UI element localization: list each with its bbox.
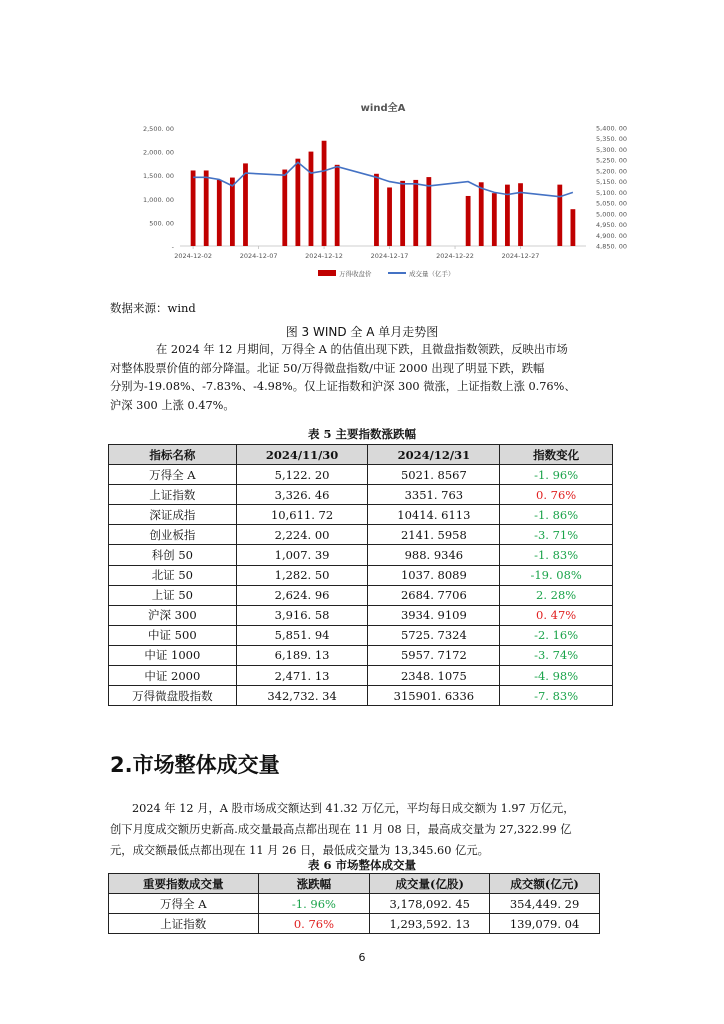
y-right-tick-label: 5,150. 00: [596, 178, 628, 187]
change-cell: -1. 96%: [500, 465, 613, 485]
change-cell: -3. 71%: [500, 525, 613, 545]
value-end-cell: 988. 9346: [368, 545, 500, 565]
value-end-cell: 3351. 763: [368, 485, 500, 505]
y-left-tick-label: 2,000. 00: [142, 148, 174, 157]
volume-cell: 1,293,592. 13: [370, 914, 490, 934]
volume-cell: 3,178,092. 45: [370, 894, 490, 914]
chart-svg: [140, 94, 640, 294]
table-row: [109, 686, 613, 706]
index-name-cell: 沪深 300: [109, 605, 237, 625]
table-row: [109, 914, 600, 934]
y-right-tick-label: 4,900. 00: [596, 231, 628, 240]
value-end-cell: 3934. 9109: [368, 605, 500, 625]
table-row: [109, 485, 613, 505]
legend-label-bar: 万得收盘价: [339, 270, 372, 278]
change-cell: -1. 96%: [258, 894, 370, 914]
y-right-tick-label: 5,400. 00: [596, 124, 628, 133]
table-row: [109, 525, 613, 545]
legend-label-line: 成交量（亿手）: [409, 270, 455, 278]
value-end-cell: 2684. 7706: [368, 585, 500, 605]
paragraph-2-line: 元，成交额最低点都出现在 11 月 26 日，最低成交量为 13,345.60 亿元。: [110, 844, 489, 857]
index-name-cell: 万得全 A: [109, 894, 259, 914]
value-end-cell: 2348. 1075: [368, 666, 500, 686]
bar: [387, 187, 392, 246]
table-row: [109, 625, 613, 645]
bar: [204, 170, 209, 246]
paragraph-1: [110, 341, 615, 415]
bar: [413, 180, 418, 246]
amount-cell: 354,449. 29: [490, 894, 600, 914]
table-row: [109, 465, 613, 485]
index-name-cell: 上证 50: [109, 585, 237, 605]
y-right-tick-label: 5,350. 00: [596, 135, 628, 144]
x-tick-label: 2024-12-02: [174, 252, 212, 260]
table-row: [109, 894, 600, 914]
index-name-cell: 万得微盘股指数: [109, 686, 237, 706]
bar: [295, 159, 300, 246]
value-start-cell: 1,007. 39: [236, 545, 368, 565]
index-name-cell: 创业板指: [109, 525, 237, 545]
index-name-cell: 中证 1000: [109, 645, 237, 665]
value-end-cell: 5725. 7324: [368, 625, 500, 645]
table-row: [109, 666, 613, 686]
market-volume-table: [108, 873, 600, 934]
amount-cell: 139,079. 04: [490, 914, 600, 934]
bar: [492, 193, 497, 246]
y-right-tick-label: 5,100. 00: [596, 188, 628, 197]
change-cell: -3. 74%: [500, 645, 613, 665]
paragraph-2: [110, 798, 615, 861]
value-start-cell: 1,282. 50: [236, 565, 368, 585]
y-right-tick-label: 4,950. 00: [596, 221, 628, 230]
index-name-cell: 北证 50: [109, 565, 237, 585]
value-start-cell: 2,471. 13: [236, 666, 368, 686]
change-cell: 2. 28%: [500, 585, 613, 605]
value-start-cell: 3,916. 58: [236, 605, 368, 625]
paragraph-2-line: 2024 年 12 月，A 股市场成交额达到 41.32 万亿元，平均每日成交额为 1.97 万亿元，: [132, 802, 575, 815]
paragraph-1-line: 沪深 300 上涨 0.47%。: [110, 398, 235, 412]
paragraph-2-line: 创下月度成交额历史新高.成交量最高点都出现在 11 月 08 日，最高成交量为 27,322.99 亿: [110, 823, 572, 836]
index-name-cell: 中证 500: [109, 625, 237, 645]
value-start-cell: 10,611. 72: [236, 505, 368, 525]
change-cell: 0. 76%: [258, 914, 370, 934]
header-date-end: 2024/12/31: [368, 445, 500, 465]
value-start-cell: 2,624. 96: [236, 585, 368, 605]
bar: [374, 174, 379, 246]
y-right-tick-label: 5,300. 00: [596, 145, 628, 154]
bar: [217, 180, 222, 246]
value-start-cell: 5,851. 94: [236, 625, 368, 645]
x-tick-label: 2024-12-07: [239, 252, 278, 260]
page-number: 6: [358, 951, 366, 964]
bar: [322, 141, 327, 246]
index-name-cell: 上证指数: [109, 914, 259, 934]
line-series: [193, 162, 573, 196]
value-start-cell: 2,224. 00: [236, 525, 368, 545]
change-cell: -2. 16%: [500, 625, 613, 645]
change-cell: -1. 86%: [500, 505, 613, 525]
y-left-tick-label: -: [171, 243, 174, 251]
x-tick-label: 2024-12-17: [370, 252, 409, 260]
change-cell: -19. 08%: [500, 565, 613, 585]
bar: [191, 170, 196, 246]
index-name-cell: 深证成指: [109, 505, 237, 525]
value-end-cell: 10414. 6113: [368, 505, 500, 525]
table-header-row: [109, 445, 613, 465]
value-end-cell: 2141. 5958: [368, 525, 500, 545]
header-date-start: 2024/11/30: [236, 445, 368, 465]
x-tick-label: 2024-12-12: [305, 252, 343, 260]
y-right-tick-label: 4,850. 00: [596, 242, 628, 251]
y-left-tick-label: 1,500. 00: [142, 172, 174, 181]
bar: [335, 165, 340, 246]
paragraph-1-line: 对整体股票价值的部分降温。北证 50/万得微盘指数/中证 2000 出现了明显下跌，跌幅: [110, 361, 545, 375]
value-end-cell: 1037. 8089: [368, 565, 500, 585]
bar: [282, 170, 287, 246]
y-left-tick-label: 500. 00: [149, 219, 174, 228]
x-tick-label: 2024-12-27: [501, 252, 540, 260]
bar: [309, 152, 314, 246]
table-row: [109, 645, 613, 665]
bar: [557, 185, 562, 246]
index-change-table: [108, 444, 613, 706]
y-left-tick-label: 1,000. 00: [142, 195, 174, 204]
table-5-caption: 表 5 主要指数涨跌幅: [307, 427, 416, 441]
bar: [426, 177, 431, 246]
header-change: 指数变化: [500, 445, 613, 465]
paragraph-1-line: 分别为-19.08%、-7.83%、-4.98%。仅上证指数和沪深 300 微涨，上证指数上涨 0.76%、: [110, 380, 576, 393]
value-end-cell: 5957. 7172: [368, 645, 500, 665]
header-index-volume: 重要指数成交量: [109, 874, 259, 894]
header-index-name: 指标名称: [109, 445, 237, 465]
data-source: 数据来源：wind: [110, 301, 196, 315]
change-cell: 0. 76%: [500, 485, 613, 505]
value-end-cell: 5021. 8567: [368, 465, 500, 485]
header-volume: 成交量(亿股): [370, 874, 490, 894]
table-row: [109, 605, 613, 625]
bar: [230, 178, 235, 246]
header-amount: 成交额(亿元): [490, 874, 600, 894]
y-left-tick-label: 2,500. 00: [142, 125, 174, 133]
value-end-cell: 315901. 6336: [368, 686, 500, 706]
change-cell: -7. 83%: [500, 686, 613, 706]
value-start-cell: 5,122. 20: [236, 465, 368, 485]
y-right-tick-label: 5,250. 00: [596, 156, 628, 165]
change-cell: -4. 98%: [500, 666, 613, 686]
table-row: [109, 505, 613, 525]
y-right-tick-label: 5,000. 00: [596, 210, 628, 219]
index-name-cell: 万得全 A: [109, 465, 237, 485]
y-right-tick-label: 5,200. 00: [596, 167, 628, 176]
table-row: [109, 585, 613, 605]
table-header-row: [109, 874, 600, 894]
x-tick-label: 2024-12-22: [436, 252, 474, 260]
value-start-cell: 3,326. 46: [236, 485, 368, 505]
bar: [479, 182, 484, 246]
chart-title: wind全A: [360, 103, 406, 114]
market-chart: [140, 94, 640, 294]
index-name-cell: 上证指数: [109, 485, 237, 505]
section-title: 2.市场整体成交量: [110, 753, 280, 777]
table-row: [109, 545, 613, 565]
change-cell: -1. 83%: [500, 545, 613, 565]
index-name-cell: 中证 2000: [109, 666, 237, 686]
bar: [466, 196, 471, 246]
table-6-caption: 表 6 市场整体成交量: [307, 858, 416, 872]
table-row: [109, 565, 613, 585]
index-name-cell: 科创 50: [109, 545, 237, 565]
bar: [571, 209, 576, 246]
bar: [400, 181, 405, 246]
change-cell: 0. 47%: [500, 605, 613, 625]
header-change: 涨跌幅: [258, 874, 370, 894]
value-start-cell: 6,189. 13: [236, 645, 368, 665]
figure-caption: 图 3 WIND 全 A 单月走势图: [285, 325, 439, 339]
paragraph-1-line: 在 2024 年 12 月期间，万得全 A 的估值出现下跌，且微盘指数领跌，反映出市场: [156, 343, 568, 356]
legend-swatch-bar: [318, 270, 336, 276]
value-start-cell: 342,732. 34: [236, 686, 368, 706]
y-right-tick-label: 5,050. 00: [596, 199, 628, 208]
